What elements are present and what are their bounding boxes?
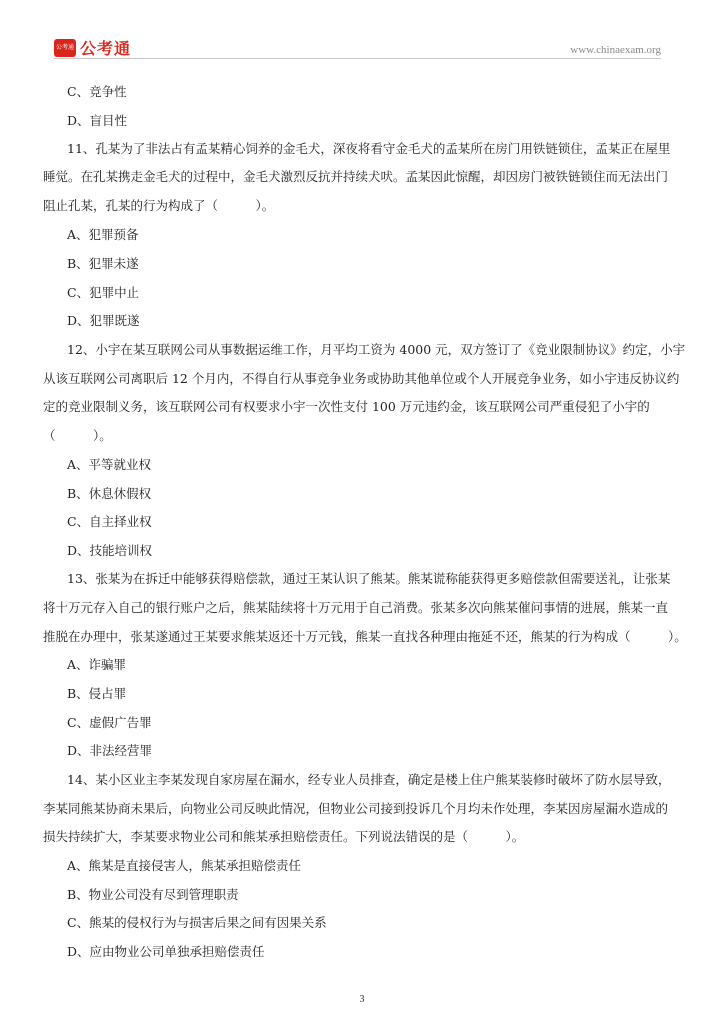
page-header	[0, 0, 724, 62]
question-14-line: 李某同熊某协商未果后，向物业公司反映此情况，但物业公司接到投诉几个月均未作处理，李某因房屋漏水造成的	[43, 801, 669, 816]
question-12-line: 从该互联网公司离职后 12 个月内，不得自行从事竞争业务或协助其他单位或个人开展竞争业务，如小宇违反协议约	[43, 371, 680, 386]
option-line: A、平等就业权	[67, 457, 152, 472]
question-13-line: 13、张某为在拆迁中能够获得赔偿款，通过王某认识了熊某。熊某谎称能获得更多赔偿款但需要送礼，让张某	[67, 571, 671, 586]
option-line: C、熊某的侵权行为与损害后果之间有因果关系	[67, 915, 327, 930]
site-url: www.chinaexam.org	[570, 44, 661, 56]
option-line: D、应由物业公司单独承担赔偿责任	[67, 944, 265, 959]
option-line: C、自主择业权	[67, 514, 152, 529]
question-11-line: 睡觉。在孔某携走金毛犬的过程中，金毛犬激烈反抗并持续犬吠。孟某因此惊醒，却因房门被铁链锁住而无法出门	[43, 169, 669, 184]
option-line: D、非法经营罪	[67, 743, 153, 758]
question-13-line: 推脱在办理中，张某遂通过王某要求熊某返还十万元钱，熊某一直找各种理由拖延不还，熊某的行为构成（ ）。	[43, 629, 687, 644]
question-12-line: 定的竞业限制义务，该互联网公司有权要求小宇一次性支付 100 万元违约金，该互联网公司严重侵犯了小宇的	[43, 399, 650, 414]
question-11-line: 11、孔某为了非法占有孟某精心饲养的金毛犬，深夜将看守金毛犬的孟某所在房门用铁链锁住，孟某正在屋里	[67, 141, 671, 156]
question-11-line: 阻止孔某，孔某的行为构成了（ ）。	[43, 198, 275, 213]
question-12-line: 12、小宇在某互联网公司从事数据运维工作，月平均工资为 4000 元，双方签订了《竞业限制协议》约定，小宇	[67, 342, 686, 357]
option-line: D、盲目性	[67, 113, 128, 128]
option-line: B、犯罪未遂	[67, 256, 139, 271]
header-divider	[54, 58, 661, 59]
question-14-line: 损失持续扩大，李某要求物业公司和熊某承担赔偿责任。下列说法错误的是（ ）。	[43, 829, 525, 844]
question-14-line: 14、某小区业主李某发现自家房屋在漏水，经专业人员排查，确定是楼上住户熊某装修时破坏了防水层导致，	[67, 772, 671, 787]
logo-text: 公考通	[80, 39, 132, 58]
option-line: B、休息休假权	[67, 486, 152, 501]
question-13-line: 将十万元存入自己的银行账户之后，熊某陆续将十万元用于自己消费。张某多次向熊某催问事情的进展，熊某一直	[43, 600, 669, 615]
option-line: C、竞争性	[67, 84, 127, 99]
option-line: A、诈骗罪	[67, 657, 127, 672]
question-12-line: （ ）。	[43, 428, 112, 443]
option-line: A、熊某是直接侵害人，熊某承担赔偿责任	[67, 858, 302, 873]
option-line: D、犯罪既遂	[67, 313, 140, 328]
page-number: 3	[359, 994, 365, 1005]
option-line: D、技能培训权	[67, 543, 153, 558]
option-line: C、虚假广告罪	[67, 715, 152, 730]
brand-logo	[54, 36, 131, 59]
option-line: A、犯罪预备	[67, 227, 139, 242]
option-line: B、侵占罪	[67, 686, 127, 701]
option-line: B、物业公司没有尽到管理职责	[67, 887, 239, 902]
logo-badge-icon: 公考通	[54, 39, 76, 57]
option-line: C、犯罪中止	[67, 285, 140, 300]
